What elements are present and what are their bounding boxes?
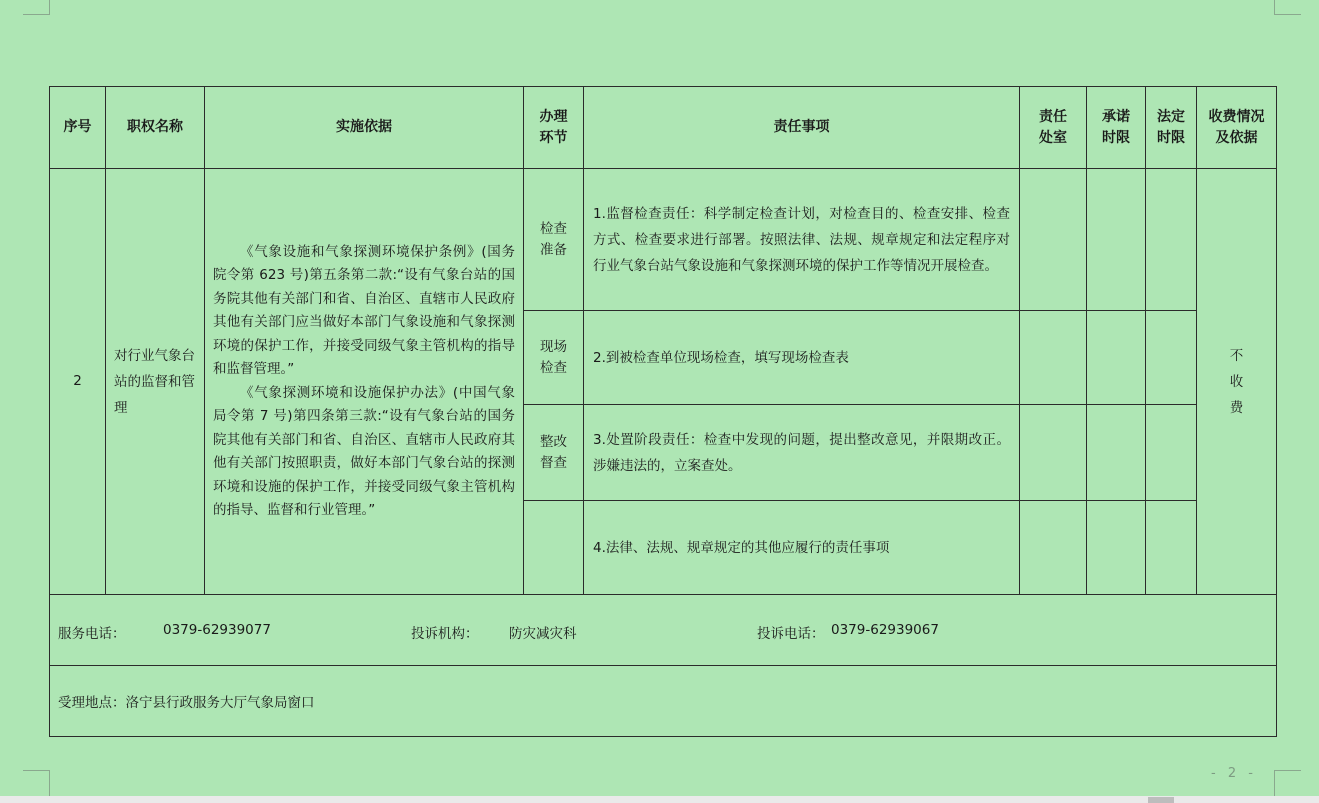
responsibility-table [49,86,1277,737]
header-stage [524,87,584,169]
complaint-org-label: 投诉机构： [411,626,479,642]
row-basis [205,169,524,595]
legal-cell [1146,311,1197,405]
basis-paragraph-2: 《气象探测环境和设施保护办法》(中国气象局令第 7 号)第四条第三款:“设有气象台站的国务院其他有关部门和省、自治区、直辖市人民政府其他有关部门按照职责，做好本部门气象台站的探测环境和设施的保护工作，并接受同级气象主管机构的指导、监督和行业管理。” [213,384,515,518]
stage-line2: 督查 [540,454,567,471]
complaint-org-value: 防灾减灾科 [509,626,577,642]
basis-paragraph-1: 《气象设施和气象探测环境保护条例》(国务院令第 623 号)第五条第二款:“设有气象台站的国务院其他有关部门和省、自治区、直辖市人民政府其他有关部门应当做好本部门气象设施和气象探测环境的保护工作，并接受同级气象主管机构的指导和监督管理。” [213,243,515,377]
header-promise [1087,87,1146,169]
stage-cell [524,501,584,595]
stage-line1: 检查 [540,220,567,237]
header-duty: 责任事项 [584,87,1020,169]
stage-line2: 准备 [540,241,567,258]
header-stage-line2: 环节 [539,129,568,146]
promise-cell [1087,405,1146,501]
crop-mark-bottom-right [1274,770,1301,797]
promise-cell [1087,169,1146,311]
duty-cell: 4.法律、法规、规章规定的其他应履行的责任事项 [584,501,1020,595]
promise-cell [1087,501,1146,595]
location-label: 受理地点： [58,695,126,711]
stage-line1: 整改 [540,433,567,450]
service-phone-label: 服务电话： [58,626,126,642]
service-phone-value: 0379-62939077 [163,622,271,638]
horizontal-scrollbar[interactable] [0,796,1319,803]
location-cell [50,666,1277,737]
fee-char-2: 收 [1229,373,1244,390]
dept-cell [1020,405,1087,501]
dept-cell [1020,501,1087,595]
header-dept-line1: 责任 [1039,108,1067,125]
complaint-phone-label: 投诉电话： [757,626,825,642]
dept-cell [1020,169,1087,311]
header-legal-line2: 时限 [1157,129,1185,146]
legal-cell [1146,169,1197,311]
crop-mark-bottom-left [23,770,50,797]
header-fee-line2: 及依据 [1215,129,1258,146]
header-promise-line1: 承诺 [1102,108,1130,125]
crop-mark-top-right [1274,0,1301,15]
header-power-name: 职权名称 [106,87,205,169]
duty-cell: 1.监督检查责任：科学制定检查计划，对检查目的、检查安排、检查方式、检查要求进行部署。按照法律、法规、规章规定和法定程序对行业气象台站气象设施和气象探测环境的保护工作等情况开展检查。 [584,169,1020,311]
header-basis: 实施依据 [205,87,524,169]
header-fee-line1: 收费情况 [1208,108,1265,125]
location-value: 洛宁县行政服务大厅气象局窗口 [125,695,315,711]
header-dept-line2: 处室 [1039,129,1067,146]
header-promise-line2: 时限 [1102,129,1130,146]
stage-cell [524,169,584,311]
header-stage-line1: 办理 [539,108,568,125]
fee-char-1: 不 [1229,347,1244,364]
legal-cell [1146,501,1197,595]
duty-cell: 3.处置阶段责任：检查中发现的问题，提出整改意见，并限期改正。涉嫌违法的，立案查处。 [584,405,1020,501]
dept-cell [1020,311,1087,405]
row-power-name: 对行业气象台站的监督和管理 [106,169,205,595]
row-fee [1197,169,1277,595]
location-row [50,666,1277,737]
table-row [50,169,1277,311]
contact-row [50,595,1277,666]
stage-cell [524,405,584,501]
stage-line1: 现场 [540,338,567,355]
stage-cell [524,311,584,405]
page-number: - 2 - [1211,766,1257,781]
header-seq: 序号 [50,87,106,169]
complaint-phone-value: 0379-62939067 [831,622,939,638]
fee-char-3: 费 [1229,399,1244,416]
row-seq: 2 [50,169,106,595]
header-dept [1020,87,1087,169]
stage-line2: 检查 [540,359,567,376]
legal-cell [1146,405,1197,501]
crop-mark-top-left [23,0,50,15]
duty-cell: 2.到被检查单位现场检查，填写现场检查表 [584,311,1020,405]
scrollbar-thumb[interactable] [1148,797,1174,803]
header-row [50,87,1277,169]
header-legal-line1: 法定 [1157,108,1185,125]
header-legal [1146,87,1197,169]
header-fee [1197,87,1277,169]
promise-cell [1087,311,1146,405]
contact-cell [50,595,1277,666]
